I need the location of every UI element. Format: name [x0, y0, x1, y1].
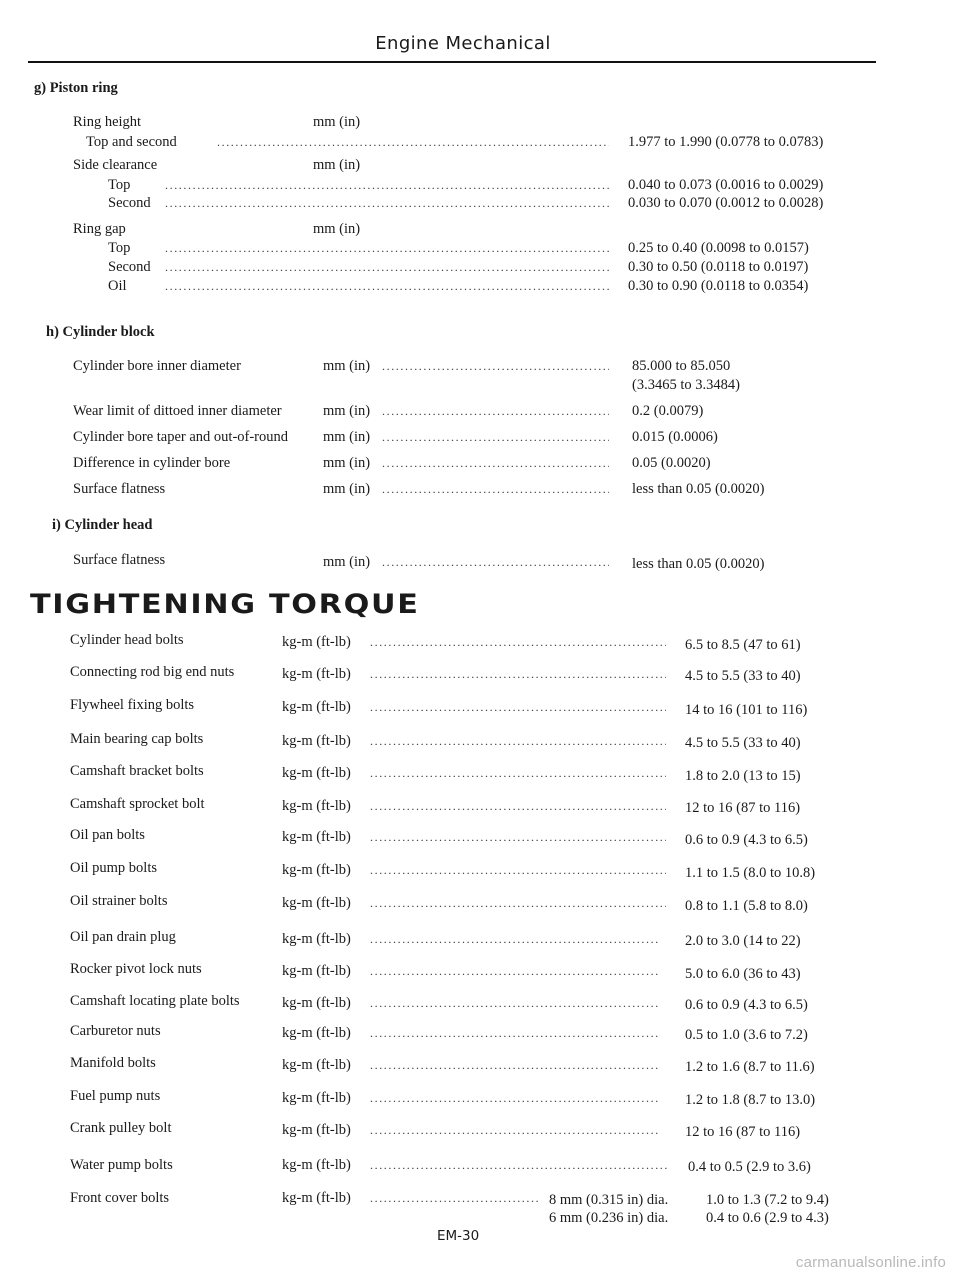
row-unit: mm (in) — [323, 455, 371, 471]
row-value: 0.30 to 0.50 (0.0118 to 0.0197) — [628, 259, 809, 275]
leader-dots — [370, 732, 666, 750]
leader-dots — [370, 1089, 660, 1107]
torque-value: 0.4 to 0.6 (2.9 to 4.3) — [706, 1210, 829, 1226]
row-label: Second — [108, 195, 151, 211]
group-unit: mm (in) — [313, 157, 361, 173]
row-label: Difference in cylinder bore — [73, 455, 231, 471]
row-unit: mm (in) — [323, 403, 371, 419]
row-label: Cylinder bore inner diameter — [73, 358, 241, 374]
leader-dots — [370, 861, 666, 879]
torque-unit: kg-m (ft-lb) — [282, 829, 351, 845]
leader-dots — [165, 277, 609, 295]
row-label: Top — [108, 240, 131, 256]
torque-label: Carburetor nuts — [70, 1023, 161, 1039]
torque-value: 12 to 16 (87 to 116) — [685, 800, 801, 816]
row-label: Cylinder bore taper and out-of-round — [73, 429, 289, 445]
torque-label: Water pump bolts — [70, 1157, 173, 1173]
leader-dots — [382, 454, 609, 472]
leader-dots — [382, 428, 609, 446]
torque-label: Oil strainer bolts — [70, 893, 168, 909]
leader-dots — [370, 698, 666, 716]
torque-unit: kg-m (ft-lb) — [282, 666, 351, 682]
row-unit: mm (in) — [323, 358, 371, 374]
torque-unit: kg-m (ft-lb) — [282, 733, 351, 749]
torque-value: 2.0 to 3.0 (14 to 22) — [685, 933, 801, 949]
torque-value: 12 to 16 (87 to 116) — [685, 1124, 801, 1140]
section-heading-piston-ring: g) Piston ring — [34, 80, 118, 96]
torque-unit: kg-m (ft-lb) — [282, 963, 351, 979]
torque-label: Flywheel fixing bolts — [70, 697, 195, 713]
row-value: 0.05 (0.0020) — [632, 455, 711, 471]
torque-unit: kg-m (ft-lb) — [282, 798, 351, 814]
torque-value: 4.5 to 5.5 (33 to 40) — [685, 668, 801, 684]
leader-dots — [382, 357, 609, 375]
torque-label: Front cover bolts — [70, 1190, 170, 1206]
row-value-inch: (3.3465 to 3.3484) — [632, 377, 740, 393]
row-value: 0.30 to 0.90 (0.0118 to 0.0354) — [628, 278, 809, 294]
leader-dots — [217, 133, 609, 151]
page-number: EM-30 — [437, 1228, 480, 1244]
row-label: Top — [108, 177, 131, 193]
torque-value: 6.5 to 8.5 (47 to 61) — [685, 637, 801, 653]
row-value: 0.015 (0.0006) — [632, 429, 718, 445]
torque-unit: kg-m (ft-lb) — [282, 1057, 351, 1073]
bolt-diameter: 6 mm (0.236 in) dia. — [549, 1210, 669, 1226]
leader-dots — [370, 1189, 540, 1207]
torque-label: Main bearing cap bolts — [70, 731, 204, 747]
tightening-torque-title: TIGHTENING TORQUE — [30, 589, 420, 620]
torque-label: Connecting rod big end nuts — [70, 664, 235, 680]
leader-dots — [165, 194, 609, 212]
row-value: 0.030 to 0.070 (0.0012 to 0.0028) — [628, 195, 824, 211]
torque-unit: kg-m (ft-lb) — [282, 862, 351, 878]
torque-label: Oil pump bolts — [70, 860, 158, 876]
header-rule — [28, 61, 876, 63]
leader-dots — [370, 797, 666, 815]
leader-dots — [382, 480, 609, 498]
torque-label: Fuel pump nuts — [70, 1088, 161, 1104]
row-label: Second — [108, 259, 151, 275]
section-heading-cylinder-block: h) Cylinder block — [46, 324, 155, 340]
torque-value: 4.5 to 5.5 (33 to 40) — [685, 735, 801, 751]
torque-unit: kg-m (ft-lb) — [282, 1157, 351, 1173]
leader-dots — [370, 930, 660, 948]
torque-value: 0.8 to 1.1 (5.8 to 8.0) — [685, 898, 808, 914]
group-label-ring-height: Ring height — [73, 114, 142, 130]
torque-label: Rocker pivot lock nuts — [70, 961, 202, 977]
row-unit: mm (in) — [323, 554, 371, 570]
torque-value: 1.0 to 1.3 (7.2 to 9.4) — [706, 1192, 829, 1208]
row-unit: mm (in) — [323, 429, 371, 445]
leader-dots — [165, 239, 609, 257]
row-label: Top and second — [86, 134, 177, 150]
row-value: less than 0.05 (0.0020) — [632, 481, 765, 497]
leader-dots — [370, 1024, 660, 1042]
torque-unit: kg-m (ft-lb) — [282, 1122, 351, 1138]
group-unit: mm (in) — [313, 221, 361, 237]
leader-dots — [370, 1056, 660, 1074]
torque-value: 5.0 to 6.0 (36 to 43) — [685, 966, 801, 982]
torque-unit: kg-m (ft-lb) — [282, 634, 351, 650]
torque-value: 1.1 to 1.5 (8.0 to 10.8) — [685, 865, 816, 881]
leader-dots — [165, 176, 609, 194]
leader-dots — [165, 258, 609, 276]
leader-dots — [370, 764, 666, 782]
group-unit: mm (in) — [313, 114, 361, 130]
torque-value: 0.6 to 0.9 (4.3 to 6.5) — [685, 997, 808, 1013]
torque-label: Oil pan bolts — [70, 827, 145, 843]
torque-value: 1.8 to 2.0 (13 to 15) — [685, 768, 801, 784]
leader-dots — [370, 962, 660, 980]
torque-unit: kg-m (ft-lb) — [282, 895, 351, 911]
row-value: less than 0.05 (0.0020) — [632, 556, 765, 572]
torque-label: Cylinder head bolts — [70, 632, 184, 648]
torque-value: 0.6 to 0.9 (4.3 to 6.5) — [685, 832, 808, 848]
row-label: Oil — [108, 278, 127, 294]
group-label-side-clearance: Side clearance — [73, 157, 158, 173]
leader-dots — [370, 894, 666, 912]
torque-label: Manifold bolts — [70, 1055, 156, 1071]
torque-value: 0.5 to 1.0 (3.6 to 7.2) — [685, 1027, 808, 1043]
watermark: carmanualsonline.info — [795, 1254, 946, 1271]
row-value: 0.040 to 0.073 (0.0016 to 0.0029) — [628, 177, 824, 193]
torque-value: 0.4 to 0.5 (2.9 to 3.6) — [688, 1159, 811, 1175]
torque-unit: kg-m (ft-lb) — [282, 765, 351, 781]
torque-unit: kg-m (ft-lb) — [282, 699, 351, 715]
row-value: 0.25 to 0.40 (0.0098 to 0.0157) — [628, 240, 809, 256]
row-label: Surface flatness — [73, 481, 166, 497]
torque-label: Camshaft locating plate bolts — [70, 993, 240, 1009]
group-label-ring-gap: Ring gap — [73, 221, 126, 237]
torque-label: Camshaft bracket bolts — [70, 763, 204, 779]
row-label: Surface flatness — [73, 552, 166, 568]
leader-dots — [382, 402, 609, 420]
torque-value: 14 to 16 (101 to 116) — [685, 702, 808, 718]
leader-dots — [370, 665, 666, 683]
row-value: 1.977 to 1.990 (0.0778 to 0.0783) — [628, 134, 824, 150]
row-value: 0.2 (0.0079) — [632, 403, 704, 419]
torque-unit: kg-m (ft-lb) — [282, 931, 351, 947]
page-header-title: Engine Mechanical — [375, 33, 551, 54]
row-value: 85.000 to 85.050 — [632, 358, 731, 374]
torque-label: Crank pulley bolt — [70, 1120, 172, 1136]
leader-dots — [382, 553, 609, 571]
leader-dots — [370, 633, 666, 651]
leader-dots — [370, 994, 660, 1012]
leader-dots — [370, 828, 666, 846]
torque-value: 1.2 to 1.6 (8.7 to 11.6) — [685, 1059, 815, 1075]
leader-dots — [370, 1121, 660, 1139]
torque-label: Oil pan drain plug — [70, 929, 176, 945]
leader-dots — [370, 1156, 667, 1174]
section-heading-cylinder-head: i) Cylinder head — [52, 517, 153, 533]
torque-unit: kg-m (ft-lb) — [282, 995, 351, 1011]
bolt-diameter: 8 mm (0.315 in) dia. — [549, 1192, 669, 1208]
torque-unit: kg-m (ft-lb) — [282, 1025, 351, 1041]
torque-label: Camshaft sprocket bolt — [70, 796, 205, 812]
torque-value: 1.2 to 1.8 (8.7 to 13.0) — [685, 1092, 816, 1108]
torque-unit: kg-m (ft-lb) — [282, 1190, 351, 1206]
torque-unit: kg-m (ft-lb) — [282, 1090, 351, 1106]
row-unit: mm (in) — [323, 481, 371, 497]
row-label: Wear limit of dittoed inner diameter — [73, 403, 282, 419]
